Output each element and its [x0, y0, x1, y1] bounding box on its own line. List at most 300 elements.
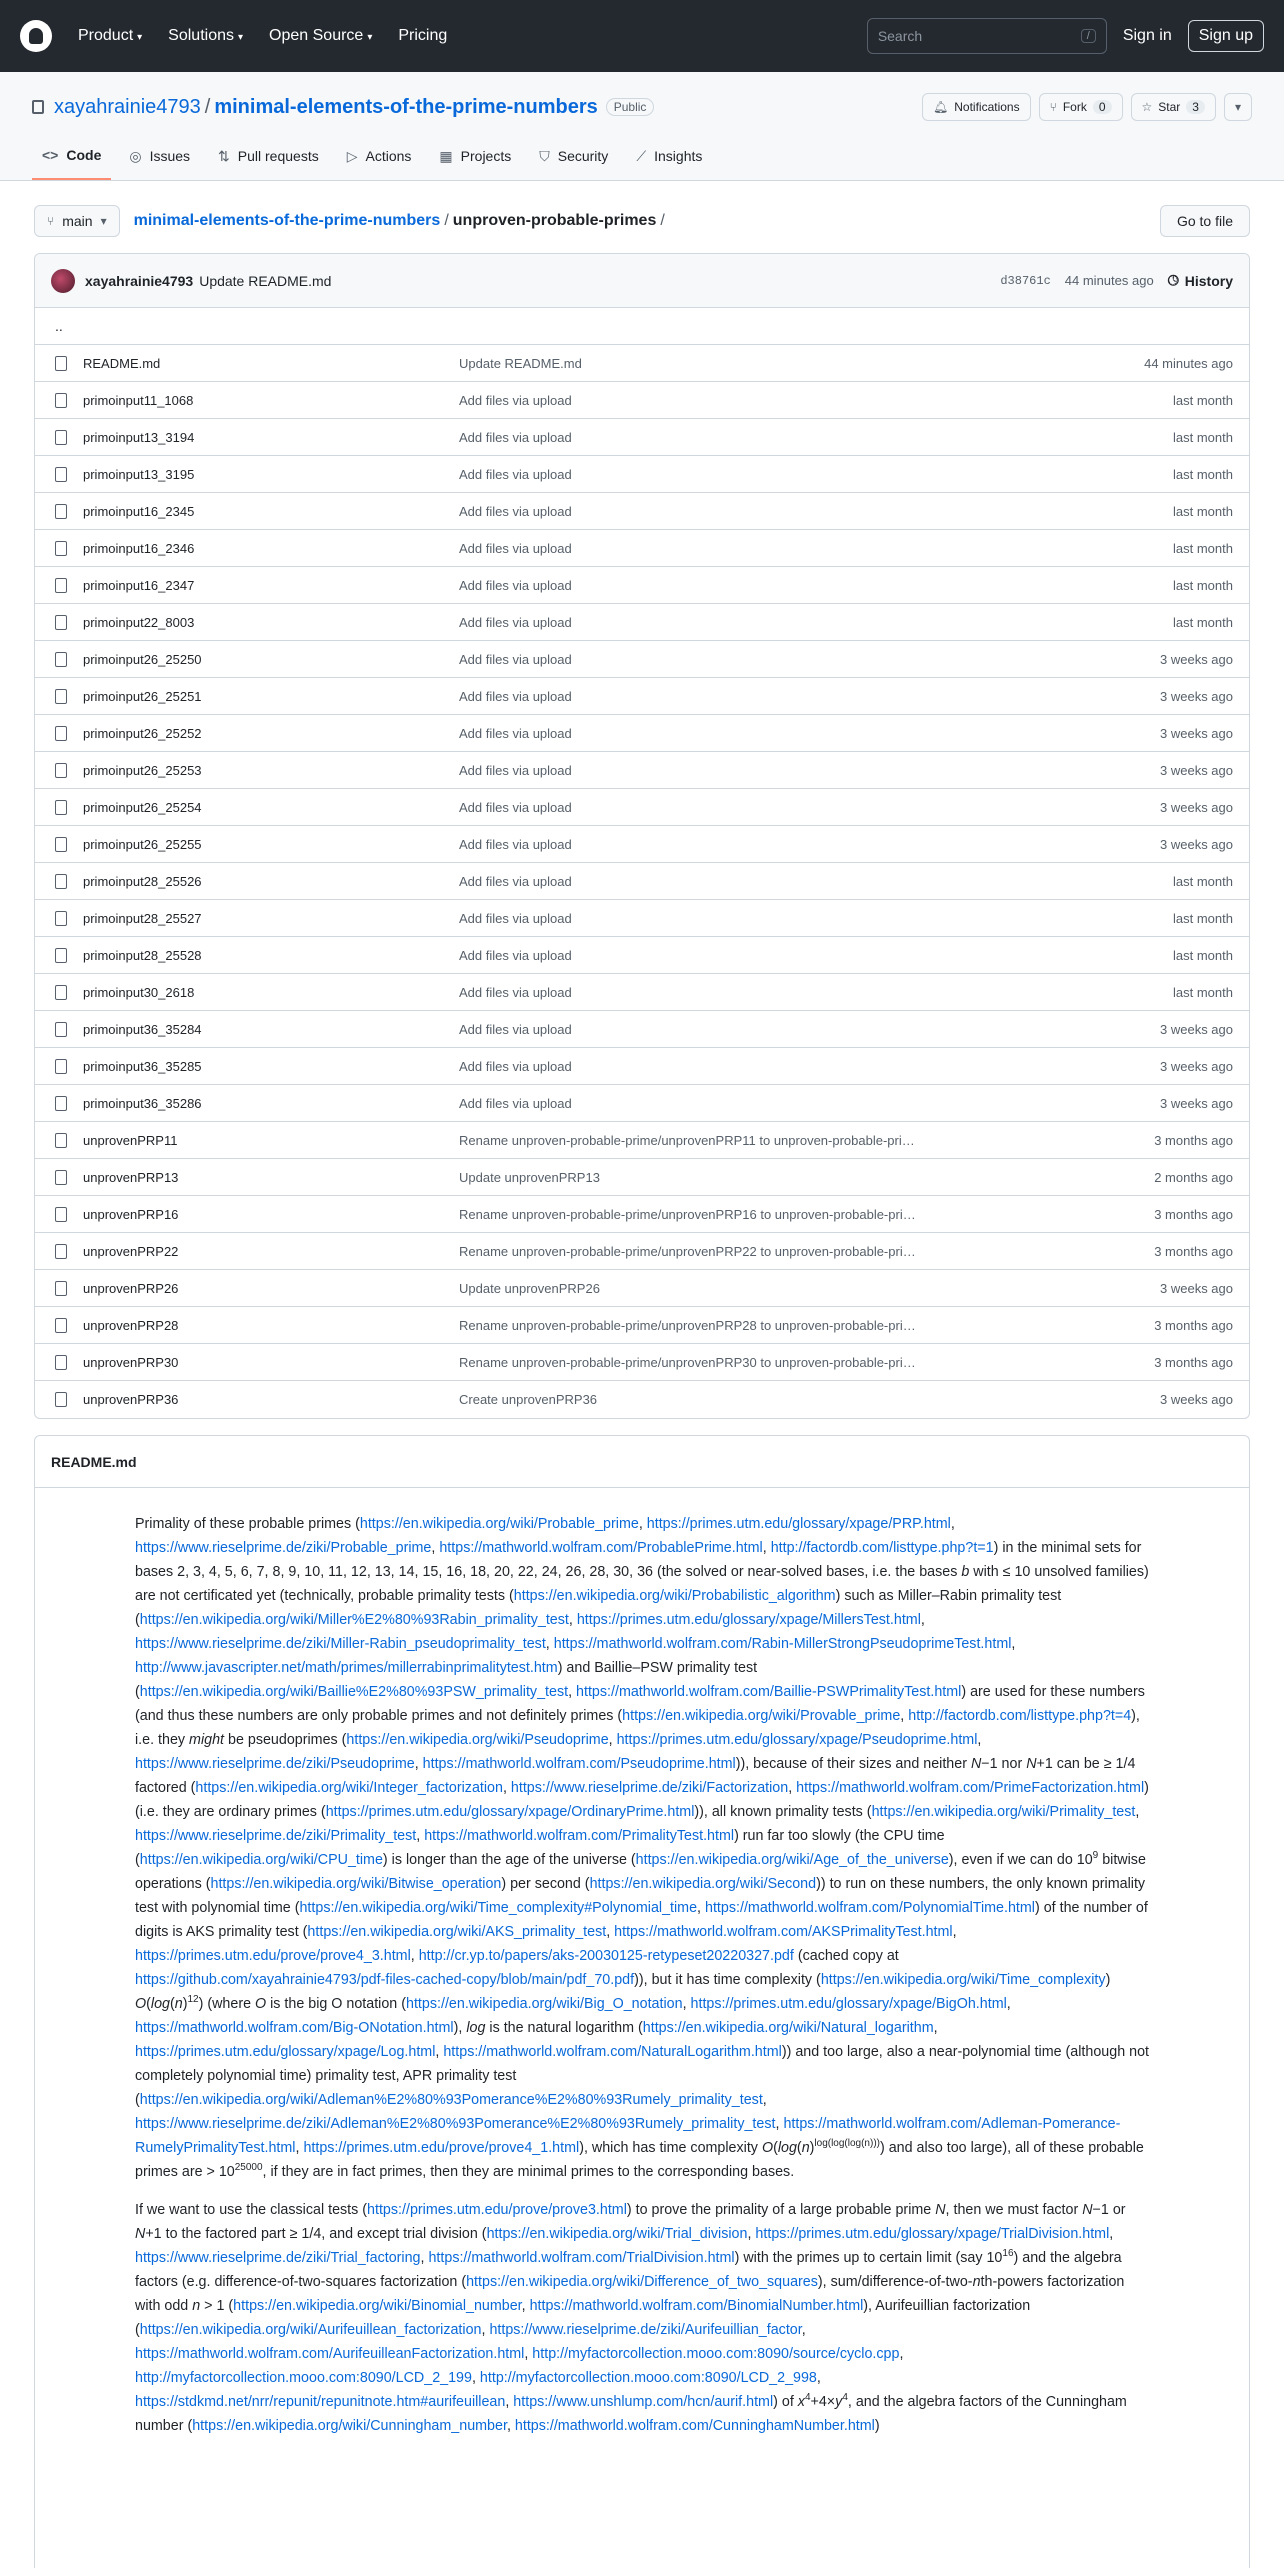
readme-link[interactable]: http://myfactorcollection.mooo.com:8090/LCD_2_998	[479, 2370, 817, 2386]
readme-panel	[34, 1435, 1250, 2568]
file-commit-age: 3 months ago	[1154, 1132, 1233, 1148]
readme-text: ) per second (	[501, 1876, 590, 1892]
readme-text: ,	[481, 2322, 490, 2338]
file-name-link[interactable]: unprovenPRP26	[83, 1280, 179, 1296]
readme-link[interactable]: https://mathworld.wolfram.com/ProbablePrime.html	[439, 1540, 763, 1556]
readme-link[interactable]: https://mathworld.wolfram.com/PrimeFactorization.html	[796, 1780, 1145, 1796]
file-commit-message-link[interactable]: Update README.md	[459, 355, 582, 371]
file-commit-message-link[interactable]: Add files via upload	[459, 614, 572, 630]
table-row[interactable]	[35, 382, 1249, 419]
readme-link[interactable]: https://www.rieselprime.de/ziki/Primality_test	[135, 1828, 417, 1844]
readme-link[interactable]: https://stdkmd.net/nrr/repunit/repunitnote.htm#aurifeuillean	[135, 2394, 506, 2410]
readme-text: (	[796, 2140, 802, 2156]
fork-icon: ⑂	[1049, 100, 1057, 114]
readme-text: ,	[1006, 1996, 1011, 2012]
readme-text: (	[169, 1996, 175, 2012]
file-icon	[55, 948, 67, 963]
readme-text: ,	[414, 1756, 423, 1772]
table-row[interactable]	[35, 1085, 1249, 1122]
readme-link[interactable]: https://www.unshlump.com/hcn/aurif.html	[513, 2394, 774, 2410]
file-commit-age: 44 minutes ago	[1144, 355, 1233, 371]
branch-icon: ⑂	[47, 214, 55, 228]
file-name-link[interactable]: unprovenPRP11	[83, 1132, 178, 1148]
file-commit-message-link[interactable]: Add files via upload	[459, 984, 572, 1000]
branch-name: main	[62, 213, 93, 229]
readme-link[interactable]: http://myfactorcollection.mooo.com:8090/source/cyclo.cpp	[532, 2346, 900, 2362]
readme-text: ,	[762, 2092, 767, 2108]
tab-pull-requests[interactable]	[208, 132, 329, 180]
table-row[interactable]	[35, 1011, 1249, 1048]
file-commit-message-link[interactable]: Add files via upload	[459, 947, 572, 963]
file-name-link[interactable]: unprovenPRP36	[83, 1392, 179, 1407]
readme-link[interactable]: https://mathworld.wolfram.com/Baillie-PSWPrimalityTest.html	[576, 1684, 962, 1700]
readme-link[interactable]: https://en.wikipedia.org/wiki/Pseudoprime	[346, 1732, 609, 1748]
readme-link[interactable]: https://en.wikipedia.org/wiki/Time_complexity#Polynomial_time	[299, 1900, 698, 1916]
file-commit-message-link[interactable]: Add files via upload	[459, 392, 572, 408]
file-commit-message-link[interactable]: Add files via upload	[459, 836, 572, 852]
file-name-link[interactable]: primoinput28_25527	[83, 910, 202, 926]
table-row[interactable]	[35, 1159, 1249, 1196]
readme-text: ) are used for these numbers (and thus these numbers are only probable primes and not definitely primes (	[135, 1684, 1145, 1724]
readme-link[interactable]: https://primes.utm.edu/glossary/xpage/BigOh.html	[690, 1996, 1007, 2012]
table-row[interactable]	[35, 789, 1249, 826]
readme-link[interactable]: https://www.rieselprime.de/ziki/Probable_prime	[135, 1540, 432, 1556]
file-name-link[interactable]: primoinput26_25255	[83, 836, 202, 852]
file-icon	[55, 763, 67, 778]
file-commit-message-link[interactable]: Add files via upload	[459, 577, 572, 593]
file-name-link[interactable]: primoinput13_3195	[83, 466, 195, 482]
readme-link[interactable]: https://primes.utm.edu/glossary/xpage/Log.html	[135, 2044, 436, 2060]
table-row[interactable]	[35, 1344, 1249, 1381]
readme-italic-text: x	[797, 2394, 805, 2410]
readme-text: ,	[471, 2370, 480, 2386]
file-commit-message-link[interactable]: Add files via upload	[459, 503, 572, 519]
readme-italic-text: N	[1026, 1756, 1037, 1772]
tab-security-label: Security	[557, 148, 609, 164]
search-shortcut-key: /	[1081, 29, 1096, 43]
table-row[interactable]	[35, 863, 1249, 900]
chevron-down-icon: ▾	[137, 32, 143, 43]
file-name-link[interactable]: primoinput26_25252	[83, 725, 202, 741]
path-bar	[34, 205, 1250, 237]
readme-text: ,	[416, 1828, 425, 1844]
tab-actions[interactable]	[337, 132, 422, 180]
readme-link[interactable]: https://www.rieselprime.de/ziki/Trial_factoring	[135, 2250, 421, 2266]
file-name-link[interactable]: primoinput11_1068	[83, 392, 194, 408]
commit-author-link[interactable]: xayahrainie4793	[85, 272, 194, 289]
readme-paragraph	[135, 2198, 1149, 2438]
readme-italic-text: N	[135, 2226, 146, 2242]
file-icon	[55, 430, 67, 445]
readme-link[interactable]: https://en.wikipedia.org/wiki/Provable_prime	[622, 1708, 901, 1724]
tab-issues[interactable]	[119, 132, 200, 180]
readme-link[interactable]: https://mathworld.wolfram.com/Big-ONotation.html	[135, 2020, 454, 2036]
readme-link[interactable]: https://www.rieselprime.de/ziki/Miller-Rabin_pseudoprimality_test	[135, 1636, 546, 1652]
readme-link[interactable]: https://www.rieselprime.de/ziki/Aurifeuillian_factor	[489, 2322, 802, 2338]
table-row[interactable]	[35, 678, 1249, 715]
file-name-link[interactable]: primoinput26_25254	[83, 799, 202, 815]
readme-link[interactable]: http://www.javascripter.net/math/primes/millerrabinprimalitytest.htm	[135, 1660, 558, 1676]
file-name-link[interactable]: primoinput36_35286	[83, 1095, 202, 1111]
file-commit-age: 3 months ago	[1154, 1243, 1233, 1259]
graph-icon: ⟋	[636, 147, 647, 164]
repo-name-link[interactable]: minimal-elements-of-the-prime-numbers	[214, 95, 598, 118]
pull-request-icon: ⇅	[218, 147, 230, 164]
file-commit-message-link[interactable]: Add files via upload	[459, 429, 572, 445]
file-list	[35, 345, 1249, 1418]
fork-button[interactable]	[1039, 93, 1123, 121]
file-icon	[55, 1059, 67, 1074]
readme-link[interactable]: https://en.wikipedia.org/wiki/Natural_logarithm	[642, 2020, 934, 2036]
file-name-link[interactable]: primoinput36_35284	[83, 1021, 202, 1037]
readme-link[interactable]: https://www.rieselprime.de/ziki/Adleman%E2%80%93Pomerance%E2%80%93Rumely_primality_test	[135, 2116, 776, 2132]
go-to-file-button[interactable]: Go to file	[1160, 205, 1250, 237]
readme-link[interactable]: https://mathworld.wolfram.com/Rabin-MillerStrongPseudoprimeTest.html	[553, 1636, 1012, 1652]
tab-issues-label: Issues	[149, 148, 191, 164]
file-commit-message-link[interactable]: Add files via upload	[459, 1095, 572, 1111]
readme-text: ), Aurifeuillian factorization (	[135, 2298, 1031, 2338]
readme-link[interactable]: https://mathworld.wolfram.com/TrialDivision.html	[428, 2250, 735, 2266]
readme-italic-text: log	[777, 2140, 797, 2156]
readme-superscript: 4	[804, 2392, 811, 2404]
readme-link[interactable]: http://cr.yp.to/papers/aks-20030125-retypeset20220327.pdf	[418, 1948, 794, 1964]
nav-pricing[interactable]: Pricing	[398, 27, 448, 44]
file-commit-message-link[interactable]: Create unprovenPRP36	[459, 1392, 598, 1407]
readme-link[interactable]: https://en.wikipedia.org/wiki/CPU_time	[139, 1852, 383, 1868]
readme-text: )) to run on these numbers, the only known primality test with polynomial time (	[135, 1876, 1146, 1916]
readme-text: be pseudoprimes (	[224, 1732, 347, 1748]
file-name-link[interactable]: primoinput13_3194	[83, 429, 195, 445]
file-commit-age: last month	[1173, 577, 1233, 593]
nav-solutions-label: Solutions	[168, 27, 234, 44]
readme-link[interactable]: https://en.wikipedia.org/wiki/Age_of_the_universe	[635, 1852, 949, 1868]
repo-owner-link[interactable]: xayahrainie4793	[54, 95, 201, 118]
chevron-down-icon: ▾	[1234, 100, 1241, 114]
readme-link[interactable]: https://en.wikipedia.org/wiki/Miller%E2%80%93Rabin_primality_test	[139, 1612, 569, 1628]
readme-text: ) (i.e. they are ordinary primes (	[135, 1780, 1149, 1820]
sign-up-button[interactable]: Sign up	[1188, 20, 1264, 52]
table-row[interactable]	[35, 1048, 1249, 1085]
readme-text: ,	[1135, 1804, 1140, 1820]
sign-in-link[interactable]: Sign in	[1122, 27, 1172, 44]
table-row[interactable]	[35, 1307, 1249, 1344]
file-name-link[interactable]: primoinput26_25250	[83, 651, 202, 667]
tab-pull-requests-label: Pull requests	[237, 148, 319, 164]
readme-link[interactable]: https://primes.utm.edu/glossary/xpage/MillersTest.html	[576, 1612, 921, 1628]
readme-link[interactable]: https://en.wikipedia.org/wiki/Probable_prime	[359, 1516, 639, 1532]
readme-italic-text: O	[761, 2140, 774, 2156]
readme-text: ) is longer than the age of the universe (	[382, 1852, 636, 1868]
file-name-link[interactable]: primoinput36_35285	[83, 1058, 202, 1074]
nav-product[interactable]	[78, 27, 142, 45]
star-dropdown-button[interactable]	[1224, 93, 1252, 121]
readme-text: ,	[775, 2116, 784, 2132]
readme-text: +1 to the factored part ≥ 1/4, and except trial division (	[145, 2226, 487, 2242]
readme-text: ,	[638, 1516, 647, 1532]
readme-text: −1 nor	[981, 1756, 1027, 1772]
file-commit-message-link[interactable]: Rename unproven-probable-prime/unprovenPRP28 to unproven-probable-pri…	[459, 1317, 916, 1333]
readme-text: )), all known primality tests (	[694, 1804, 872, 1820]
file-name-link[interactable]: primoinput16_2347	[83, 577, 195, 593]
readme-text: )), because of their sizes and neither	[735, 1756, 971, 1772]
readme-link[interactable]: https://en.wikipedia.org/wiki/Difference_of_two_squares	[466, 2274, 818, 2290]
file-name-link[interactable]: primoinput26_25253	[83, 762, 202, 778]
table-row[interactable]	[35, 752, 1249, 789]
readme-link[interactable]: https://www.rieselprime.de/ziki/Factorization	[510, 1780, 789, 1796]
readme-text: )	[182, 1996, 188, 2012]
readme-text: ,	[568, 1684, 577, 1700]
readme-link[interactable]: https://primes.utm.edu/prove/prove3.html	[367, 2202, 627, 2218]
table-row[interactable]	[35, 456, 1249, 493]
readme-link[interactable]: https://primes.utm.edu/prove/prove4_3.html	[135, 1948, 411, 1964]
readme-text: ) of	[773, 2394, 798, 2410]
readme-text: ,	[435, 2044, 444, 2060]
bell-icon: 🔔︎	[933, 100, 949, 114]
readme-text: (	[773, 2140, 778, 2156]
readme-link[interactable]: https://primes.utm.edu/glossary/xpage/OrdinaryPrime.html	[325, 1804, 695, 1820]
nav-solutions[interactable]	[168, 27, 243, 45]
table-row[interactable]	[35, 937, 1249, 974]
chevron-down-icon: ▾	[100, 214, 107, 228]
file-commit-message-link[interactable]: Add files via upload	[459, 799, 572, 815]
readme-text: ,	[420, 2250, 429, 2266]
readme-text: ,	[801, 2322, 806, 2338]
readme-link[interactable]: https://en.wikipedia.org/wiki/Adleman%E2%80%93Pomerance%E2%80%93Rumely_primality_test	[139, 2092, 763, 2108]
file-commit-message-link[interactable]: Add files via upload	[459, 540, 572, 556]
table-row[interactable]	[35, 1233, 1249, 1270]
file-name-link[interactable]: primoinput26_25251	[83, 688, 202, 704]
file-icon	[55, 615, 67, 630]
tab-code[interactable]	[32, 132, 111, 180]
file-commit-age: last month	[1173, 947, 1233, 963]
branch-selector[interactable]	[34, 205, 120, 237]
file-commit-age: 2 months ago	[1154, 1169, 1233, 1185]
file-commit-message-link[interactable]: Rename unproven-probable-prime/unprovenPRP16 to unproven-probable-pri…	[459, 1206, 916, 1222]
file-commit-age: 3 weeks ago	[1160, 836, 1233, 852]
file-commit-message-link[interactable]: Rename unproven-probable-prime/unprovenPRP22 to unproven-probable-pri…	[459, 1243, 916, 1259]
file-commit-message-link[interactable]: Add files via upload	[459, 466, 572, 482]
readme-italic-text: y	[835, 2394, 843, 2410]
file-name-link[interactable]: unprovenPRP13	[83, 1169, 179, 1185]
breadcrumb-root-link[interactable]: minimal-elements-of-the-prime-numbers	[133, 212, 441, 229]
file-name-link[interactable]: unprovenPRP28	[83, 1317, 179, 1333]
readme-link[interactable]: https://en.wikipedia.org/wiki/Trial_division	[486, 2226, 748, 2242]
tab-security[interactable]	[529, 132, 618, 180]
file-name-link[interactable]: primoinput28_25528	[83, 947, 202, 963]
table-row[interactable]	[35, 493, 1249, 530]
file-name-link[interactable]: primoinput16_2346	[83, 540, 195, 556]
file-commit-message-link[interactable]: Add files via upload	[459, 910, 572, 926]
readme-italic-text: log	[150, 1996, 170, 2012]
parent-directory-link[interactable]: ..	[35, 308, 1249, 345]
readme-link[interactable]: https://mathworld.wolfram.com/PolynomialTime.html	[705, 1900, 1035, 1916]
repo-header	[0, 72, 1284, 181]
readme-link[interactable]: https://en.wikipedia.org/wiki/Integer_factorization	[195, 1780, 503, 1796]
readme-link[interactable]: https://mathworld.wolfram.com/AKSPrimalityTest.html	[614, 1924, 953, 1940]
readme-link[interactable]: https://primes.utm.edu/glossary/xpage/TrialDivision.html	[755, 2226, 1110, 2242]
file-name-link[interactable]: unprovenPRP16	[83, 1206, 179, 1222]
search-input[interactable]	[867, 18, 1107, 54]
readme-link[interactable]: https://github.com/xayahrainie4793/pdf-files-cached-copy/blob/main/pdf_70.pdf	[135, 1972, 635, 1988]
file-commit-message-link[interactable]: Rename unproven-probable-prime/unprovenPRP30 to unproven-probable-pri…	[459, 1354, 916, 1370]
table-row[interactable]	[35, 530, 1249, 567]
file-commit-age: 3 months ago	[1154, 1206, 1233, 1222]
readme-text: ,	[816, 2370, 821, 2386]
readme-link[interactable]: https://mathworld.wolfram.com/BinomialNumber.html	[529, 2298, 864, 2314]
file-icon	[55, 1133, 67, 1148]
readme-link[interactable]: http://factordb.com/listtype.php?t=1	[770, 1540, 994, 1556]
readme-text: (	[146, 1996, 151, 2012]
readme-link[interactable]: https://primes.utm.edu/glossary/xpage/PRP.html	[646, 1516, 951, 1532]
table-row[interactable]	[35, 419, 1249, 456]
readme-link[interactable]: https://en.wikipedia.org/wiki/Big_O_notation	[406, 1996, 683, 2012]
breadcrumb-current: unproven-probable-primes	[452, 212, 657, 229]
tab-insights[interactable]	[626, 132, 712, 180]
chevron-down-icon: ▾	[367, 32, 373, 43]
tab-projects[interactable]	[429, 132, 521, 180]
file-commit-message-link[interactable]: Add files via upload	[459, 725, 572, 741]
readme-text: ),	[453, 2020, 467, 2036]
repo-tabs	[32, 132, 1252, 180]
path-separator: /	[660, 212, 665, 229]
file-commit-age: last month	[1173, 910, 1233, 926]
table-row[interactable]	[35, 974, 1249, 1011]
file-commit-age: last month	[1173, 873, 1233, 889]
file-commit-message-link[interactable]: Add files via upload	[459, 688, 572, 704]
file-icon	[55, 874, 67, 889]
file-icon	[55, 652, 67, 667]
table-row[interactable]	[35, 1270, 1249, 1307]
readme-superscript: 25000	[234, 2162, 263, 2174]
readme-link[interactable]: https://www.rieselprime.de/ziki/Pseudoprime	[135, 1756, 415, 1772]
file-commit-age: 3 months ago	[1154, 1354, 1233, 1370]
readme-text: ) and the algebra factors (e.g. difference-of-two-squares factorization (	[135, 2250, 1122, 2290]
readme-link[interactable]: https://mathworld.wolfram.com/Pseudoprime.html	[422, 1756, 736, 1772]
file-commit-age: 3 weeks ago	[1160, 688, 1233, 704]
readme-paragraph	[135, 1512, 1149, 2184]
readme-text: ,	[410, 1948, 419, 1964]
file-icon	[55, 1318, 67, 1333]
readme-italic-text: log	[466, 2020, 486, 2036]
readme-italic-text: might	[189, 1732, 225, 1748]
table-row[interactable]	[35, 345, 1249, 382]
readme-text: ,	[506, 2418, 515, 2434]
readme-text: ,	[899, 2346, 904, 2362]
file-name-link[interactable]: primoinput22_8003	[83, 614, 195, 630]
readme-text: is the big O notation (	[266, 1996, 406, 2012]
readme-text: ,	[505, 2394, 514, 2410]
main-content	[0, 181, 1284, 2568]
readme-link[interactable]: https://en.wikipedia.org/wiki/Cunningham_number	[192, 2418, 507, 2434]
readme-title: README.md	[35, 1436, 1249, 1488]
file-commit-age: 3 weeks ago	[1160, 762, 1233, 778]
readme-text: ), i.e. they	[135, 1708, 1140, 1748]
commit-message-link[interactable]: Update README.md	[199, 272, 332, 289]
readme-link[interactable]: https://en.wikipedia.org/wiki/Aurifeuillean_factorization	[139, 2322, 482, 2338]
readme-link[interactable]: https://mathworld.wolfram.com/CunninghamNumber.html	[514, 2418, 875, 2434]
avatar[interactable]	[51, 269, 75, 293]
readme-link[interactable]: https://primes.utm.edu/prove/prove4_1.html	[303, 2140, 580, 2156]
readme-link[interactable]: https://en.wikipedia.org/wiki/Baillie%E2%80%93PSW_primality_test	[139, 1684, 569, 1700]
readme-link[interactable]: https://mathworld.wolfram.com/PrimalityTest.html	[424, 1828, 735, 1844]
readme-text: with ≤ 10 unsolved families) are not certificated yet (technically, probable primality tests (	[135, 1564, 1149, 1604]
file-name-link[interactable]: primoinput16_2345	[83, 503, 195, 519]
file-commit-message-link[interactable]: Add files via upload	[459, 651, 572, 667]
file-name-link[interactable]: primoinput28_25526	[83, 873, 202, 889]
file-commit-message-link[interactable]: Rename unproven-probable-prime/unprovenPRP11 to unproven-probable-pri…	[459, 1132, 915, 1148]
table-row[interactable]	[35, 604, 1249, 641]
readme-italic-text: n	[192, 2298, 201, 2314]
table-row[interactable]	[35, 641, 1249, 678]
readme-link[interactable]: http://factordb.com/listtype.php?t=4	[908, 1708, 1132, 1724]
file-commit-message-link[interactable]: Add files via upload	[459, 1058, 572, 1074]
readme-text: ,	[977, 1732, 982, 1748]
readme-link[interactable]: https://en.wikipedia.org/wiki/Primality_test	[871, 1804, 1136, 1820]
repo-icon	[32, 100, 44, 114]
file-commit-message-link[interactable]: Add files via upload	[459, 762, 572, 778]
file-commit-message-link[interactable]: Update unprovenPRP26	[459, 1280, 600, 1296]
notifications-button[interactable]	[922, 93, 1031, 121]
readme-italic-text: O	[135, 1996, 147, 2012]
table-row[interactable]	[35, 567, 1249, 604]
table-row[interactable]	[35, 715, 1249, 752]
file-commit-message-link[interactable]: Add files via upload	[459, 1021, 572, 1037]
readme-link[interactable]: https://mathworld.wolfram.com/NaturalLogarithm.html	[443, 2044, 782, 2060]
readme-text: , and the algebra factors of the Cunningham number (	[135, 2394, 1127, 2434]
readme-text: ) in the minimal sets for bases 2, 3, 4, 5, 6, 7, 8, 9, 10, 11, 12, 13, 14, 15, 16, 18, 20, 22, 24, 26, 28, 30, 36 (the solved or near-solved bases, i.e. the bases	[135, 1540, 1142, 1580]
file-commit-age: last month	[1173, 466, 1233, 482]
path-separator: /	[444, 212, 449, 229]
star-button[interactable]	[1131, 93, 1216, 121]
file-commit-message-link[interactable]: Update unprovenPRP13	[459, 1169, 600, 1185]
readme-link[interactable]: https://en.wikipedia.org/wiki/Time_complexity	[820, 1972, 1106, 1988]
file-name-link[interactable]: unprovenPRP30	[83, 1354, 179, 1370]
file-name-link[interactable]: README.md	[83, 355, 161, 371]
github-logo-icon[interactable]	[20, 20, 52, 52]
table-row[interactable]	[35, 826, 1249, 863]
readme-italic-text: n	[174, 1996, 183, 2012]
table-row[interactable]	[35, 1122, 1249, 1159]
readme-text: ,	[697, 1900, 705, 1916]
file-table	[34, 253, 1250, 1419]
table-row[interactable]	[35, 1381, 1249, 1418]
readme-link[interactable]: https://mathworld.wolfram.com/Adleman-Pomerance-RumelyPrimalityTest.html	[135, 2116, 1121, 2156]
readme-link[interactable]: https://mathworld.wolfram.com/AurifeuilleanFactorization.html	[135, 2346, 525, 2362]
file-name-link[interactable]: primoinput30_2618	[83, 984, 195, 1000]
nav-open-source[interactable]	[269, 27, 372, 45]
readme-link[interactable]: http://myfactorcollection.mooo.com:8090/LCD_2_199	[135, 2370, 472, 2386]
readme-text: , if they are in fact primes, then they are minimal primes to the corresponding bases.	[262, 2164, 795, 2180]
file-icon	[55, 1207, 67, 1222]
readme-link[interactable]: https://en.wikipedia.org/wiki/Probabilistic_algorithm	[513, 1588, 836, 1604]
readme-link[interactable]: https://en.wikipedia.org/wiki/Binomial_number	[233, 2298, 522, 2314]
file-commit-message-link[interactable]: Add files via upload	[459, 873, 572, 889]
commit-sha-link[interactable]: d38761c	[1000, 273, 1051, 288]
readme-text: ,	[295, 2140, 304, 2156]
tab-insights-label: Insights	[654, 148, 703, 164]
table-row[interactable]	[35, 900, 1249, 937]
file-name-link[interactable]: unprovenPRP22	[83, 1243, 179, 1259]
readme-link[interactable]: https://primes.utm.edu/glossary/xpage/Pseudoprime.html	[616, 1732, 978, 1748]
play-icon: ▷	[346, 147, 358, 164]
table-row[interactable]	[35, 1196, 1249, 1233]
readme-text: ) to prove the primality of a large probable prime	[626, 2202, 936, 2218]
file-commit-age: 3 weeks ago	[1160, 1095, 1233, 1111]
readme-link[interactable]: https://en.wikipedia.org/wiki/AKS_primality_test	[307, 1924, 607, 1940]
history-button[interactable]	[1168, 272, 1233, 289]
readme-link[interactable]: https://en.wikipedia.org/wiki/Second	[589, 1876, 817, 1892]
readme-link[interactable]: https://en.wikipedia.org/wiki/Bitwise_operation	[210, 1876, 502, 1892]
